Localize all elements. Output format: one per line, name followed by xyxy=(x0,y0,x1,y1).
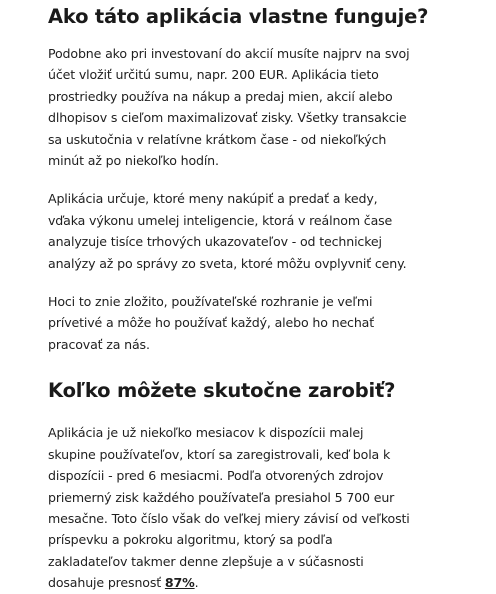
text-line: Aplikácia určuje, ktoré meny nakúpiť a predať a kedy, xyxy=(48,191,378,207)
text-line: mesačne. Toto číslo však do veľkej miery závisí od veľkosti xyxy=(48,510,410,526)
text-line: priemerný zisk každého používateľa presiahol 5 700 eur xyxy=(48,489,395,505)
section-heading-earnings: Koľko môžete skutočne zarobiť? xyxy=(48,379,396,403)
text-line: Hoci to znie zložito, používateľské rozhranie je veľmi xyxy=(48,294,373,310)
text-line: dispozícii - pred 6 mesiacmi. Podľa otvorených zdrojov xyxy=(48,468,384,484)
text-line: vďaka výkonu umelej inteligencie, ktorá v reálnom čase xyxy=(48,212,393,228)
text-line: analýzy až po správy zo sveta, ktoré môžu ovplyvniť ceny. xyxy=(48,255,407,271)
accuracy-suffix: . xyxy=(194,575,199,591)
text-line: prívetivé a môže ho používať každý, alebo ho nechať xyxy=(48,315,375,331)
text-line: Podobne ako pri investovaní do akcií musíte najprv na svoj xyxy=(48,46,410,61)
text-line: analyzuje tisíce trhových ukazovateľov - od technickej xyxy=(48,234,382,250)
text-line: sa uskutočnia v relatívne krátkom čase - od niekoľkých xyxy=(48,131,387,147)
paragraph-interface xyxy=(48,291,466,355)
text-line: účet vložiť určitú sumu, napr. 200 EUR. Aplikácia tieto xyxy=(48,67,379,83)
text-line-last xyxy=(48,572,466,593)
text-line: prostriedky používa na nákup a predaj mien, akcií alebo xyxy=(48,88,393,104)
text-line: pracovať za nás. xyxy=(48,336,150,352)
text-line: zakladateľov takmer denne zlepšuje a v súčasnosti xyxy=(48,553,364,569)
text-line: príspevku a pokroku algoritmu, ktorý sa podľa xyxy=(48,532,333,548)
paragraph-ai xyxy=(48,188,466,274)
section-heading-how-it-works: Ako táto aplikácia vlastne funguje? xyxy=(48,5,429,28)
accuracy-prefix: dosahuje presnosť xyxy=(48,575,165,591)
accuracy-value: 87% xyxy=(164,575,195,591)
text-line: Aplikácia je už niekoľko mesiacov k dispozícii malej xyxy=(48,425,364,441)
text-line: minút až po niekoľko hodín. xyxy=(48,153,219,169)
paragraph-deposit xyxy=(48,43,466,171)
text-line: skupine používateľov, ktorí sa zaregistrovali, keď bola k xyxy=(48,446,391,462)
text-line: dlhopisov s cieľom maximalizovať zisky. Všetky transakcie xyxy=(48,110,407,126)
paragraph-earnings xyxy=(48,422,466,593)
